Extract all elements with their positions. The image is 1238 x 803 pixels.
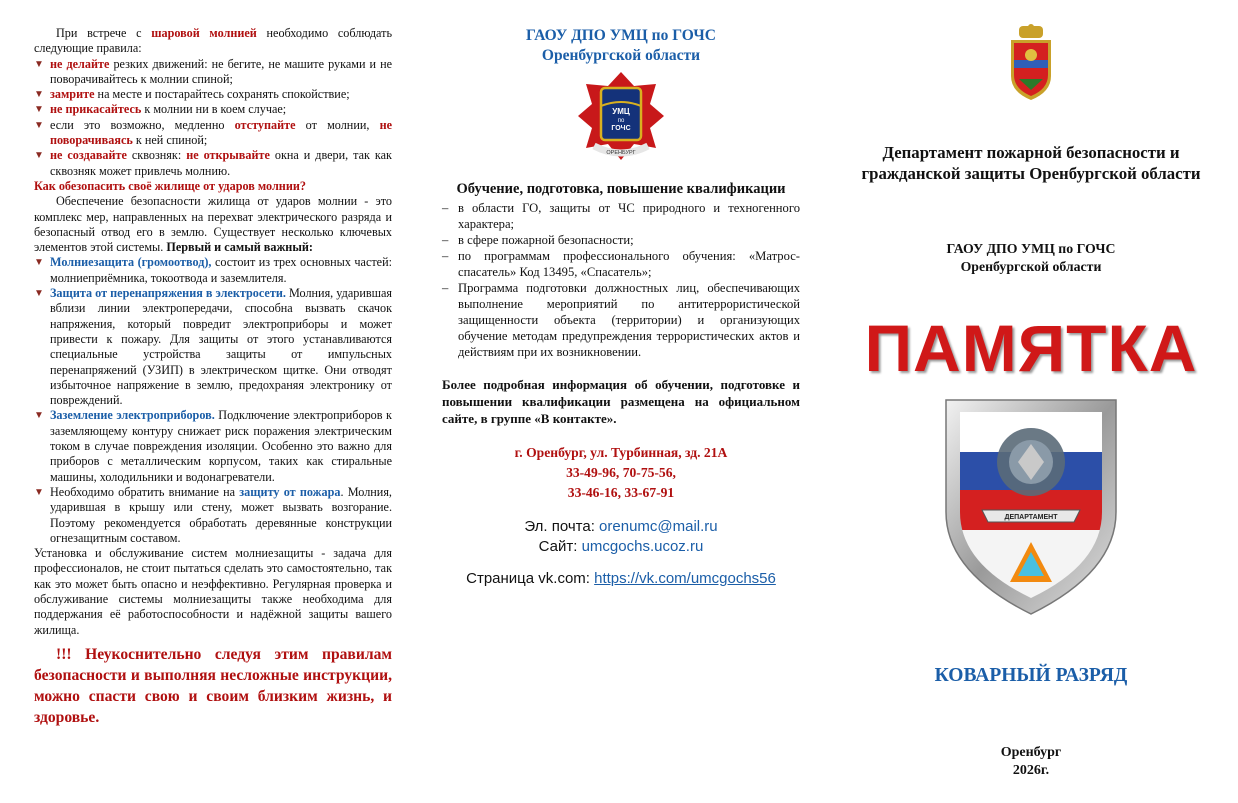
contacts <box>442 443 800 503</box>
oblast-coat-of-arms <box>1005 24 1057 107</box>
rule-item: ▼ не прикасайтесь к молнии ни в коем случае; <box>34 102 287 117</box>
bullet-arrow-icon: ▼ <box>34 119 44 131</box>
bullet-arrow-icon: ▼ <box>34 410 44 422</box>
org-name: ГАОУ ДПО УМЦ по ГОЧС Оренбургской области <box>526 27 716 64</box>
training-list <box>442 200 800 360</box>
protection-paragraph: Обеспечение безопасности жилища от ударов молнии - это комплекс мер, направленных на перехват электрического разряда и безопасный отвод его в землю. Существует несколько ключевых элементов этой системы. Первый и самый важный: <box>34 194 392 255</box>
final-warning: !!! Неукоснительно следуя этим правилам безопасности и выполняя несложные инструкции, можно спасти свою и своим близким жизнь, и здоровье. <box>34 645 392 726</box>
ball-lightning-term: шаровой молнией <box>151 26 257 40</box>
protection-item: ▼ Защита от перенапряжения в электросети. Молния, ударившая вблизи линии электропередачи, способна вызвать скачок напряжения, который повредит электроприборы и может привести к пожару. Для защиты от этого устанавливаются специальные устройства защиты от импульсных перенапряжений (УЗИП) в электрическом щитке. Они отводят избыточное напряжение в землю, предохраняя электронику от повреждений. <box>34 286 393 408</box>
bullet-arrow-icon: ▼ <box>34 257 44 269</box>
email-link[interactable]: orenumc@mail.ru <box>599 518 718 535</box>
bullet-arrow-icon: ▼ <box>34 104 44 116</box>
bullet-arrow-icon: ▼ <box>34 288 44 300</box>
section-heading: Как обезопасить своё жилище от ударов молнии? <box>34 178 306 193</box>
bullet-arrow-icon: ▼ <box>34 89 44 101</box>
title: ПАМЯТКА <box>864 311 1198 385</box>
protection-item: ▼ Заземление электроприборов. Подключение электроприборов к заземляющему контуру снижает риск поражения электрическим током в случае повреждения изоляции. Особенно это важно для приборов с металлическим корпусом, таких как стиральные машины, холодильники и водонагреватели. <box>34 408 392 484</box>
right-panel <box>824 0 1238 803</box>
phones: 33-49-96, 70-75-56, <box>566 465 676 480</box>
phones: 33-46-16, 33-67-91 <box>567 485 675 500</box>
training-title: Обучение, подготовка, повышение квалификации <box>456 181 786 197</box>
left-panel <box>0 0 412 803</box>
training-item: – Программа подготовки должностных лиц, обеспечивающих выполнение мероприятий по антитеррористической защищенности объекта (территории) и организующих обучение методам предупреждения террористических актов и действиям при их возникновении. <box>442 281 800 359</box>
org-name-right: ГАОУ ДПО УМЦ по ГОЧС Оренбургской области <box>946 241 1116 274</box>
bullet-arrow-icon: ▼ <box>34 58 44 70</box>
emblem-text: ГОЧС <box>611 125 631 132</box>
more-info: Более подробная информация об обучении, подготовке и повышении квалификации размещена на официальном сайте, в группе «В контакте». <box>442 377 800 426</box>
rule-item: ▼ если это возможно, медленно отступайте от молнии, не поворачиваясь к ней спиной; <box>34 117 393 148</box>
training-item: – по программам профессионального обучения: «Матрос-спасатель» Код 13495, «Спасатель»; <box>442 249 800 279</box>
vk-link[interactable]: https://vk.com/umcgochs56 <box>594 570 776 587</box>
umc-emblem <box>442 70 800 162</box>
department-name: Департамент пожарной безопасности и гражданской защиты Оренбургской области <box>861 143 1201 183</box>
emblem-text: УМЦ <box>612 107 630 116</box>
bullet-arrow-icon: ▼ <box>34 150 44 162</box>
address: г. Оренбург, ул. Турбинная, зд. 21А <box>514 445 728 460</box>
rule-item: ▼ не делайте резких движений: не бегите, не машите руками и не поворачивайтесь к молнии спиной; <box>34 56 393 86</box>
rule-item: ▼ не создавайте сквозняк: не открывайте окна и двери, так как сквозняк может привлечь молнию. <box>34 148 392 178</box>
bullet-arrow-icon: ▼ <box>34 486 44 498</box>
intro-paragraph: При встрече с шаровой молнией необходимо соблюдать следующие правила: <box>34 26 393 56</box>
city-year: Оренбург 2026г. <box>1000 745 1062 778</box>
training-item: – в сфере пожарной безопасности; <box>442 233 634 247</box>
email-line: Эл. почта: orenumc@mail.ru <box>524 518 718 535</box>
training-item: – в области ГО, защиты от ЧС природного и техногенного характера; <box>442 201 800 231</box>
emblem-ribbon-text: ОРЕНБУРГ <box>606 150 636 156</box>
maintenance-paragraph: Установка и обслуживание систем молниезащиты - задача для профессионалов, не стоит пытаться сделать это самостоятельно, так как это может быть опасно и неэффективно. Регулярная проверка и обслуживание системы молниезащиты также необходима для поддержания её работоспособности и надёжной защиты вашего жилища. <box>34 546 392 637</box>
site-link[interactable]: umcgochs.ucoz.ru <box>581 538 704 555</box>
shield-ribbon-text: ДЕПАРТАМЕНТ <box>1004 514 1058 521</box>
protection-item: ▼ Необходимо обратить внимание на защиту от пожара. Молния, ударившая в крышу или стену, может вызвать возгорание. Поэтому рекомендуется обработать деревянные конструкции огнезащитным составом. <box>34 484 392 545</box>
rule-item: ▼ замрите на месте и постарайтесь сохранять спокойствие; <box>34 87 350 102</box>
vk-line: Страница vk.com: https://vk.com/umcgochs56 <box>466 570 776 587</box>
protection-item: ▼ Молниезащита (громоотвод), состоит из трех основных частей: молниеприёмника, токоотвода и заземлителя. <box>34 255 392 285</box>
subtitle: КОВАРНЫЙ РАЗРЯД <box>934 665 1128 686</box>
middle-panel <box>412 0 824 803</box>
department-shield-emblem <box>942 394 1120 621</box>
site-line: Сайт: umcgochs.ucoz.ru <box>538 538 704 555</box>
emblem-text: по <box>617 118 625 124</box>
